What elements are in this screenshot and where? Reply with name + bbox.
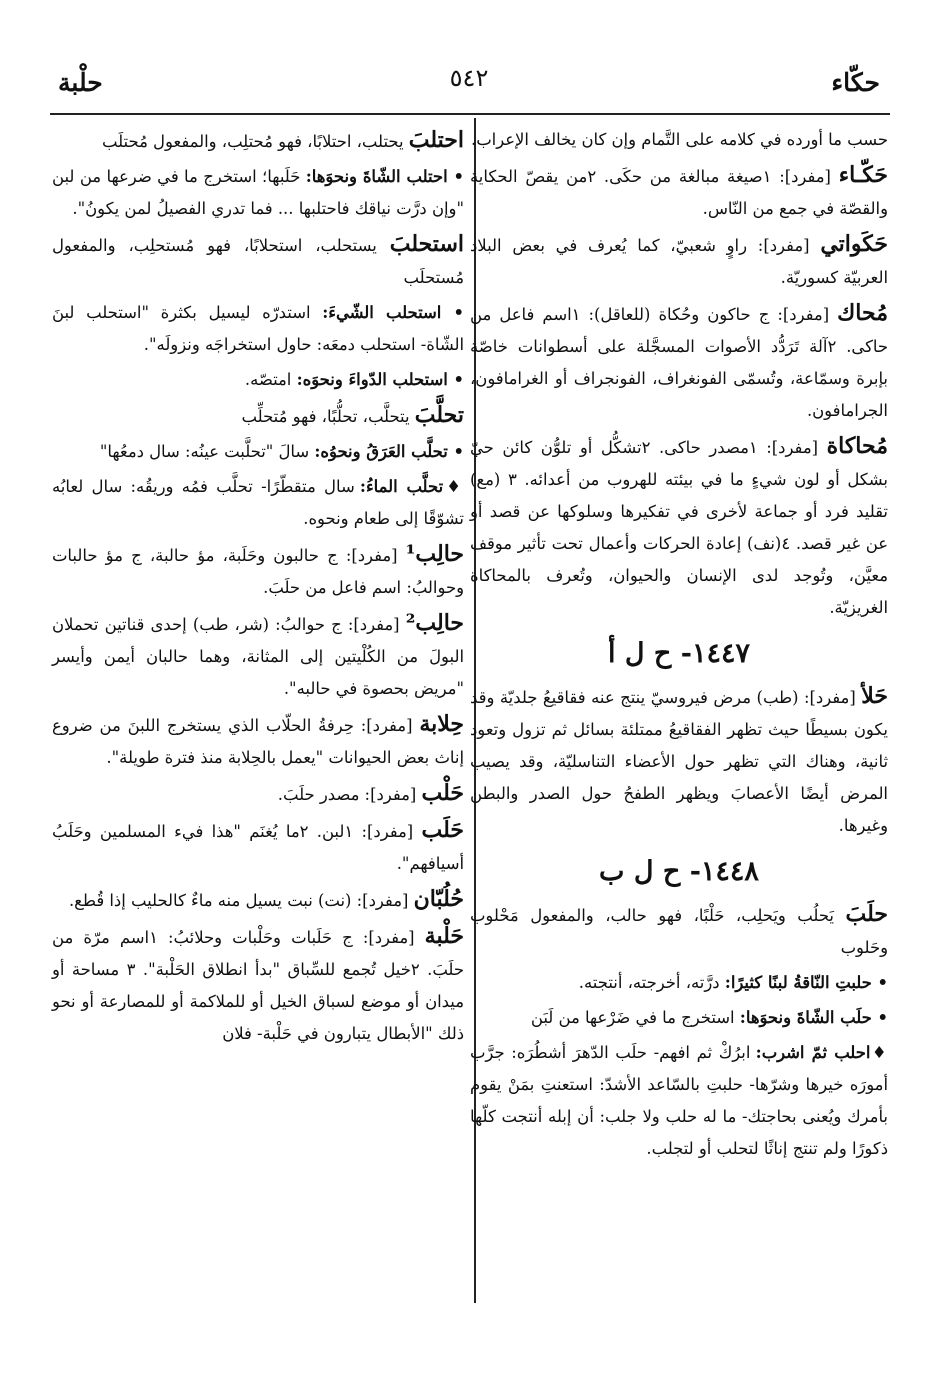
entry-definition: [مفرد]: ج حالبون وحَلَبة، مؤ حالبة، ج مؤ حالبات وحوالبُ: اسم فاعل من حلَبَ. [52,546,464,597]
dictionary-entry [52,883,464,917]
entry-definition: [مفرد]: ج حاكون وحُكاة (للعاقل): ١اسم فاعل من حاكى. ٢آلة تَرَدُّد الأصوات المسجَّلة على أسطوانات خاصّة بإبرة وسمّاعة، وتُسمّى الفونغراف، الفونجراف أو الغرامافون، الجرامافون. [470,305,889,420]
sub-entry [52,161,464,225]
dictionary-entry [470,228,888,294]
entry-definition: حسب ما أورده في كلامه على التَّمام وإن كان يخالف الإعراب. [471,130,888,149]
entry-headword: مُحاكاة [826,433,888,459]
entry-definition: امتصّه. [244,370,297,389]
entry-definition: [مفرد]: راوٍ شعبيّ، كما يُعرف في بعض البلاد العربيّة كسوريّة. [470,236,888,287]
entry-definition: يحتلب، احتلابًا، فهو مُحتلِب، والمفعول مُحتلَب [102,132,409,151]
entry-headword: حالِب¹ [405,541,464,567]
sub-entry-lead: • حلَب الشّاةَ ونحوَها: [739,1008,888,1027]
entry-definition: [مفرد]: مصدر حلَبَ. [277,785,422,804]
dictionary-entry [52,124,464,158]
entry-definition: سال متقطّرًا- تحلَّب فمُه وريقُه: سال لعابُه تشوّقًا إلى طعام ونحوه. [52,477,464,528]
entry-headword: حَلَب [421,817,464,843]
dictionary-entry [52,607,464,705]
dictionary-entry [52,538,464,604]
entry-headword: حَلْب [421,780,464,806]
sub-entry-lead: • استحلب الدّواءَ ونحوَه: [296,370,464,389]
entry-definition: [مفرد]: ج حَلَبات وحَلْبات وحلائبُ: ١اسم مرّة من حلَبَ. ٢خيل تُجمع للسِّباق "بدأ انطلاق الحَلْبة". ٣ مساحة أو ميدان أو موضع لسباق الخيل أو للملاكمة أو للمصارعة أو نحو ذلك "الأبطال يتبارون في حَلْبة- فلان [52,928,464,1043]
sub-entry-lead: • استحلب الشّيءَ: [322,303,464,322]
entry-definition: [مفرد]: (نت) نبت يسيل منه ماءٌ كالحليب إذا قُطع. [68,891,414,910]
entry-definition: درَّته، أخرجته، أنتجته. [578,973,725,992]
entry-headword: حَلْبة [424,923,464,949]
entry-definition: يَحلُب ويَحلِب، حَلْبًا، فهو حالب، والمفعول مَحْلوب وحَلوب [470,906,888,957]
entry-definition: يتحلَّب، تحلُّبًا، فهو مُتحلِّب [241,407,415,426]
entry-definition: استخرج ما في ضَرْعها من لَبَن [530,1008,740,1027]
entry-headword: حِلابة [419,711,464,737]
dictionary-entry [52,777,464,811]
dictionary-entry [52,814,464,880]
dictionary-entry [52,708,464,774]
entry-headword: تحلَّبَ [414,402,464,428]
sub-entry-lead: • حلبتِ النّاقةُ لبنًا كثيرًا: [724,973,888,992]
dictionary-entry [52,228,464,294]
sub-entry [52,297,464,361]
dictionary-entry [52,920,464,1050]
dictionary-entry [470,297,888,427]
entry-headword: حَكّـاء [838,162,888,188]
sub-entry-lead: ♦احلب ثمّ اشرب: [755,1043,888,1062]
dictionary-entry [470,430,888,624]
continuation-text [470,124,888,156]
page-header [58,62,880,104]
entry-definition: [مفرد]: ١لبن. ٢ما يُغنَم "هذا فيء المسلمين وحَلَبُ أسيافهم". [52,822,464,873]
entry-headword: مُحاك [837,300,888,326]
entry-definition: يستحلب، استحلابًا، فهو مُستحلِب، والمفعول مُستحلَب [52,236,464,287]
entry-headword: استحلبَ [389,231,464,257]
entry-headword: حُلُبّان [413,886,464,912]
sub-entry [52,471,464,535]
sub-entry [470,1002,888,1034]
entry-definition: [مفرد]: (طب) مرض فيروسيّ ينتج عنه فقاقيعُ جلديّة وقد يكون بسيطًا حيث تظهر الفقاقيعُ ممتلئة بسائل ثم تزول وتعود ثانية، وهناك التي تظهر حول الأعضاء التناسليّة، وقد يصيب المرض أيضًا الأعصابَ ويظهر الطفحُ حول الصدر والبطن وغيرها. [470,688,888,835]
dictionary-entry [470,898,888,964]
header-rule [50,113,890,115]
sub-entry [470,967,888,999]
entry-headword: حَكَواتي [820,231,888,257]
sub-entry [52,436,464,468]
entry-definition: [مفرد]: ١صيغة مبالغة من حكَى. ٢من يقصّ الحكاية والقصّة في جمع من النّاس. [470,167,888,218]
entry-headword: حلَبَ [845,901,888,927]
dictionary-entry [470,680,888,842]
entry-headword: حالِب² [405,610,464,636]
right-column [470,124,888,1168]
entry-definition: [مفرد]: ج حوالبُ: (شر، طب) إحدى قناتين تحملان البولَ من الكُلْيتين إلى المثانة، وهما حالبان أيمن وأيسر "مريض بحصوة في حالبه". [52,615,464,698]
entry-headword: احتلبَ [408,127,464,153]
header-guide-word-right: حكّاء [831,68,880,97]
page-number: ٥٤٢ [449,64,489,92]
sub-entry-lead: ♦تحلَّب الماءُ: [359,477,464,496]
sub-entry-lead: • احتلب الشّاةَ ونحوَها: [305,167,464,186]
sub-entry [470,1037,888,1165]
entry-definition: حَلَبها؛ استخرج ما في ضرعها من لبن "وإن درَّت نياقك فاحتلبها ... فما تدري الفصيلُ لمن يكونُ". [52,167,464,218]
entry-definition: ابرُكْ ثم افهم- حلَب الدّهرَ أشطُرَه: جرَّب أمورَه خيرها وشرّها- حلبتِ بالسّاعد الأشدّ: استعنتِ بمَنْ يقوم بأمرك ويُعنى بحاجتك- ما له حلب ولا جلب: أن إبله أنتجت كلّها ذكورًا ولم تنتج إناثًا لتحلب أو لتجلب. [470,1043,888,1158]
entry-headword: حَلأ [861,683,888,709]
header-guide-word-left: حلْبة [58,68,103,97]
entry-definition: [مفرد]: حِرفةُ الحلّاب الذي يستخرج اللبنَ من ضروع إناث بعض الحيوانات "يعمل بالحِلابة منذ فترة طويلة". [52,716,464,767]
sub-entry [52,364,464,396]
root-heading: ١٤٤٨- ح ل ب [599,856,759,887]
entry-definition: استدرّه ليسيل بكثرة "استحلب لبنَ الشّاة- استحلب دمعَه: حاول استخراجَه ونزولَه". [52,303,464,354]
dictionary-entry [52,399,464,433]
root-heading: ١٤٤٧- ح ل أ [608,638,750,669]
sub-entry-lead: • تحلَّب العَرَقُ ونحوُه: [314,442,464,461]
entry-definition: سالَ "تحلَّبت عينُه: سال دمعُها" [99,442,315,461]
entry-definition: [مفرد]: ١مصدر حاكى. ٢تشكُّل أو تلوُّن كائن حيّ بشكل أو لون شيءٍ ما في بيئته للهروب من أعدائه. ٣ (مع) تقليد فرد أو جماعة لأخرى في تفكيرها وسلوكها عن قصد أو عن غير قصد. ٤(نف) إعادة الحركات وأعمال تحت تأثير موقف معيَّن، وتُوجد لدى الإنسان والحيوان، وتُعرف بالمحاكاة الغريزيّة. [470,438,889,617]
dictionary-entry [470,159,888,225]
left-column [52,124,464,1053]
